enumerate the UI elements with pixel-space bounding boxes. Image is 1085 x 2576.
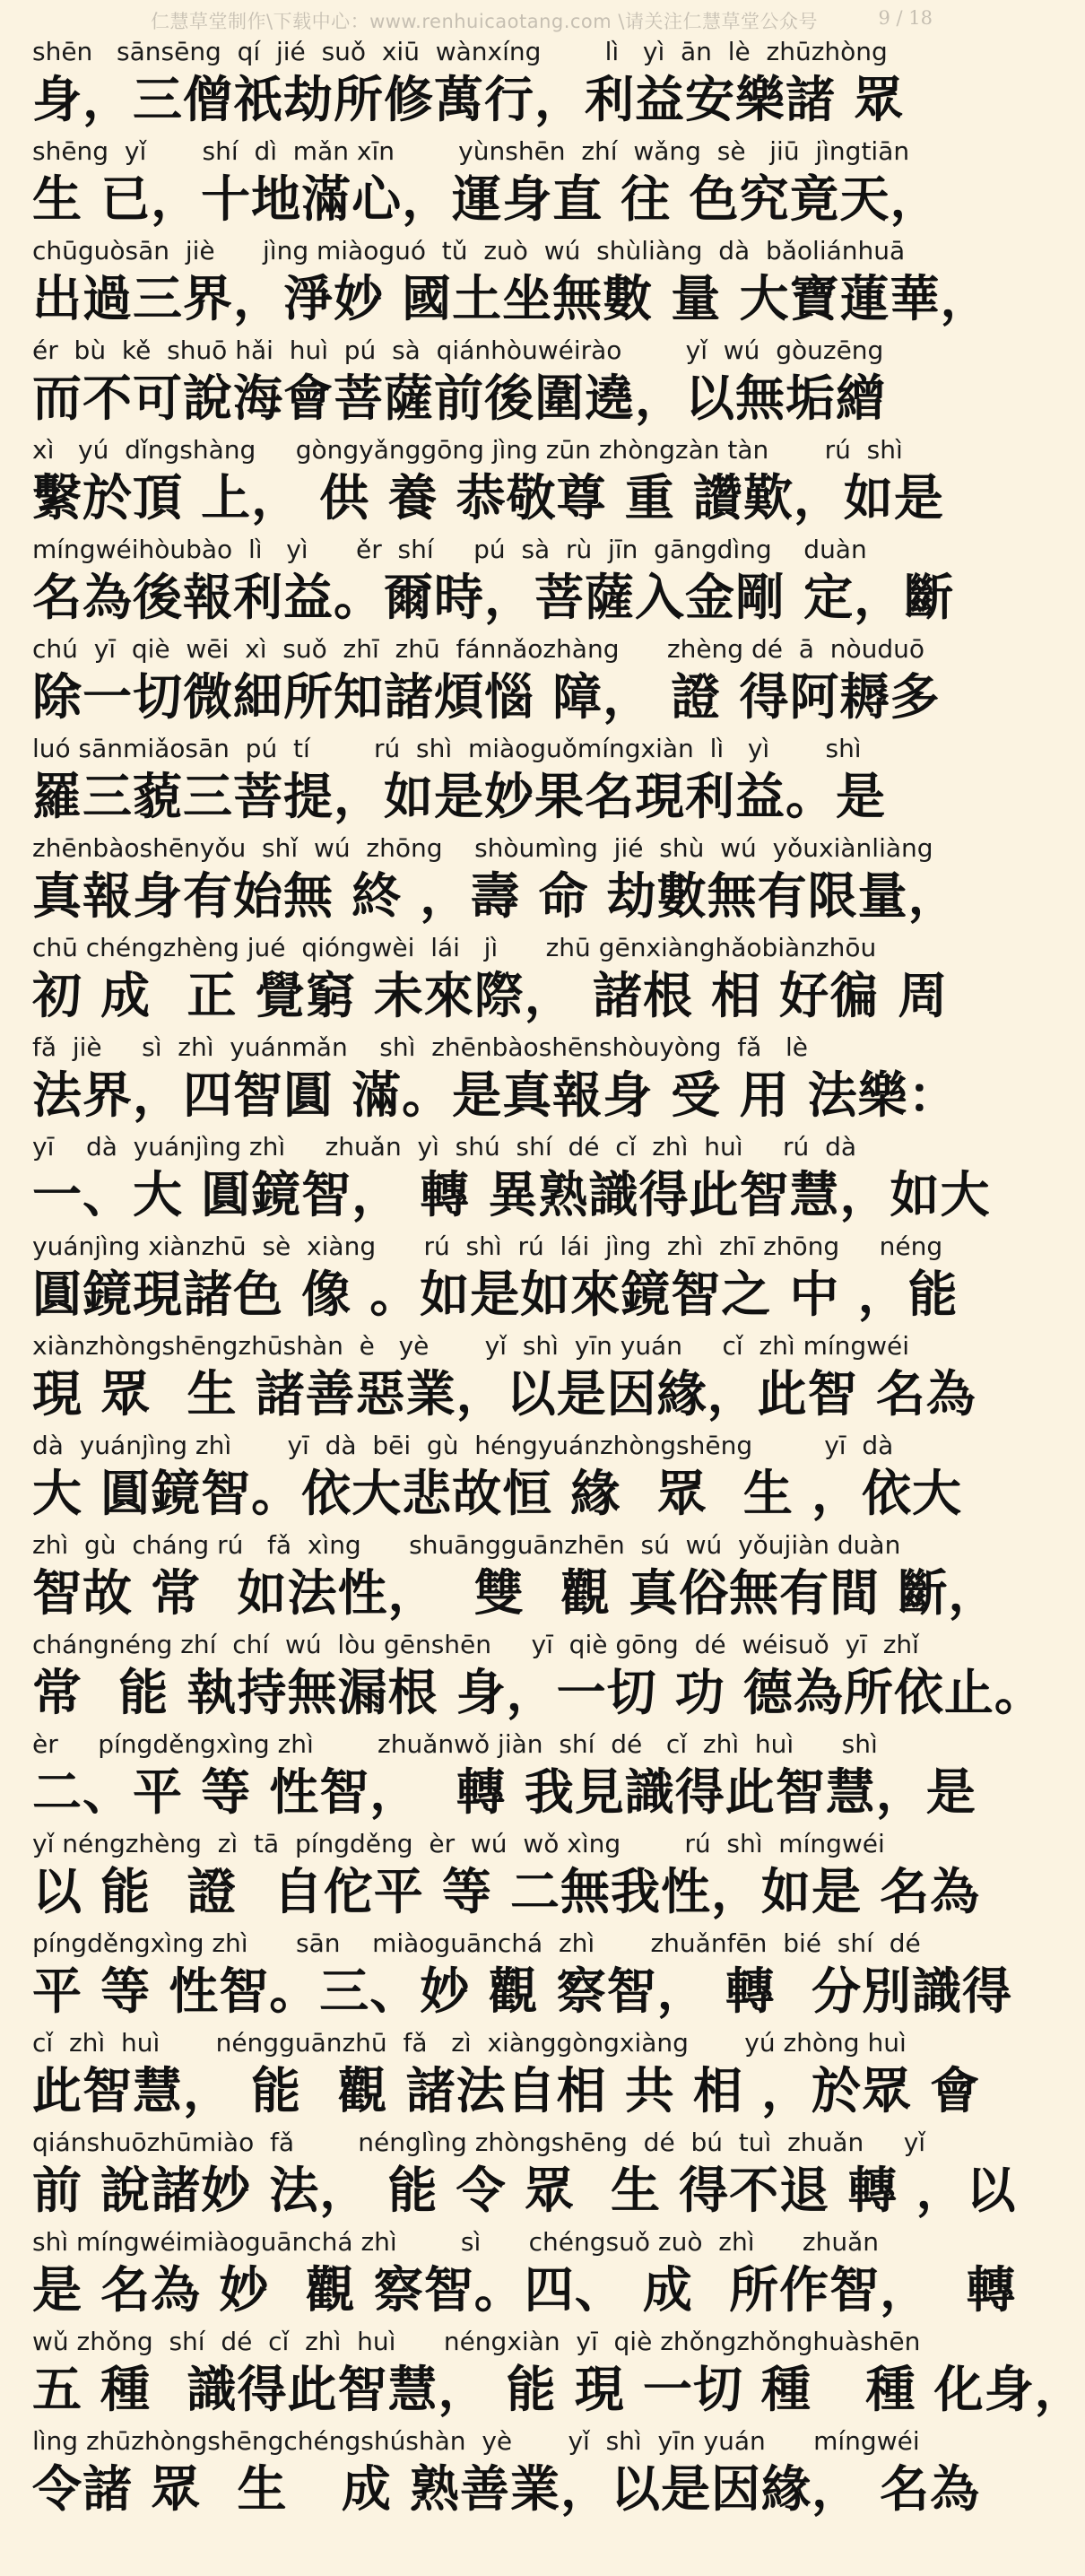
pinyin-line: yǐ néngzhèng zì tā píngděng èr wú wǒ xìng rú shì míngwéi <box>32 1829 885 1858</box>
hanzi-line: 現 眾 生 諸善惡業，以是因緣，此智 名為 <box>32 1365 976 1423</box>
text-line <box>32 1928 1013 2027</box>
text-line <box>32 1629 1045 1728</box>
hanzi-line: 除一切微細所知諸煩惱 障， 證 得阿耨多 <box>32 668 941 726</box>
hanzi-line: 名為後報利益。爾時，菩薩入金剛 定，斷 <box>32 569 955 626</box>
pinyin-line: shēng yǐ shí dì mǎn xīn yùnshēn zhí wǎng sè jiū jìngtiān <box>32 136 910 166</box>
text-line <box>32 2326 1085 2425</box>
text-line <box>32 1828 981 1928</box>
text-line <box>32 932 961 1031</box>
header-source-text: 仁慧草堂制作\下载中心：www.renhuicaotang.com \请关注仁慧草堂公众号 <box>151 11 818 32</box>
text-line <box>32 733 961 832</box>
text-line <box>32 832 961 932</box>
hanzi-line: 圓鏡現諸色 像 。如是如來鏡智之 中 ，能 <box>32 1266 959 1323</box>
pinyin-line: píngděngxìng zhì sān miàoguānchá zhì zhuǎnfēn bié shí dé <box>32 1928 921 1958</box>
pinyin-line: zhēnbàoshēnyǒu shǐ wú zhōng shòumìng jié shù wú yǒuxiànliàng <box>32 833 933 863</box>
hanzi-line: 以 能 證 自佗平 等 二無我性，如是 名為 <box>32 1863 981 1920</box>
hanzi-line: 大 圓鏡智。依大悲故恒 緣 眾 生 ，依大 <box>32 1465 963 1522</box>
pinyin-line: dà yuánjìng zhì yī dà bēi gù héngyuánzhòngshēng yī dà <box>32 1431 894 1460</box>
pinyin-line: xì yú dǐngshàng gòngyǎnggōng jìng zūn zhòngzàn tàn rú shì <box>32 435 903 465</box>
pinyin-line: lìng zhūzhòngshēngchéngshúshàn yè yǐ shì yīn yuán míngwéi <box>32 2426 920 2456</box>
text-line <box>32 2027 981 2127</box>
hanzi-line: 是 名為 妙 觀 察智。四、 成 所作智， 轉 <box>32 2261 1017 2319</box>
pinyin-line: yuánjìng xiànzhū sè xiàng rú shì rú lái jìng zhì zhī zhōng néng <box>32 1231 943 1261</box>
text-line <box>32 1728 976 1828</box>
pinyin-line: chángnéng zhí chí wú lòu gēnshēn yī qiè gōng dé wéisuǒ yī zhǐ <box>32 1630 919 1659</box>
hanzi-line: 前 說諸妙 法， 能 令 眾 生 得不退 轉 ，以 <box>32 2162 1017 2219</box>
hanzi-line: 身，三僧祇劫所修萬行，利益安樂諸 眾 <box>32 71 905 128</box>
hanzi-line: 一、大 圓鏡智， 轉 異熟識得此智慧，如大 <box>32 1166 991 1223</box>
hanzi-line: 羅三藐三菩提，如是妙果名現利益。是 <box>32 768 887 825</box>
pinyin-line: zhì gù cháng rú fǎ xìng shuāngguānzhēn sú wú yǒujiàn duàn <box>32 1530 901 1560</box>
hanzi-line: 生 已，十地滿心，運身直 往 色究竟天， <box>32 170 941 228</box>
text-line <box>32 534 961 633</box>
text-line <box>32 36 961 135</box>
text-line <box>32 235 991 335</box>
text-line <box>32 434 961 534</box>
text-line <box>32 1330 976 1430</box>
pinyin-line: chū chéngzhèng jué qióngwèi lái jì zhū gēnxiànghǎobiànzhōu <box>32 933 877 962</box>
pinyin-line: qiánshuōzhūmiào fǎ nénglìng zhòngshēng dé bú tuì zhuǎn yǐ <box>32 2128 926 2157</box>
hanzi-line: 初 成 正 覺窮 未來際， 諸根 相 好徧 周 <box>32 967 949 1024</box>
hanzi-line: 平 等 性智。三、妙 觀 察智， 轉 分別識得 <box>32 1962 1013 2020</box>
pinyin-line: èr píngděngxìng zhì zhuǎnwǒ jiàn shí dé cǐ zhì huì shì <box>32 1729 878 1759</box>
pinyin-line: fǎ jiè sì zhì yuánmǎn shì zhēnbàoshēnshòuyòng fǎ lè <box>32 1032 808 1062</box>
hanzi-line: 法界，四智圓 滿。是真報身 受 用 法樂： <box>32 1066 959 1124</box>
hanzi-line: 繫於頂 上， 供 養 恭敬尊 重 讚歎，如是 <box>32 469 944 527</box>
pinyin-line: shì míngwéimiàoguānchá zhì sì chéngsuǒ zuò zhì zhuǎn <box>32 2227 880 2257</box>
hanzi-line: 五 種 識得此智慧， 能 現 一切 種 種 化身， <box>32 2361 1085 2418</box>
text-line <box>32 2127 1017 2226</box>
pinyin-line: míngwéihòubào lì yì ěr shí pú sà rù jīn gāngdìng duàn <box>32 535 867 564</box>
pinyin-line: ér bù kě shuō hǎi huì pú sà qiánhòuwéirào yǐ wú gòuzēng <box>32 335 884 365</box>
hanzi-line: 智故 常 如法性， 雙 觀 真俗無有間 斷， <box>32 1564 999 1622</box>
pinyin-line: xiànzhòngshēngzhūshàn è yè yǐ shì yīn yuán cǐ zhì míngwéi <box>32 1331 910 1361</box>
text-line <box>32 1131 991 1231</box>
pinyin-line: chūguòsān jiè jìng miàoguó tǔ zuò wú shùliàng dà bǎoliánhuā <box>32 236 906 265</box>
pinyin-line: wǔ zhǒng shí dé cǐ zhì huì néngxiàn yī qiè zhǒngzhǒnghuàshēn <box>32 2327 921 2356</box>
text-line <box>32 2425 981 2525</box>
text-line <box>32 1529 999 1629</box>
pinyin-line: cǐ zhì huì néngguānzhū fǎ zì xiànggòngxiàng yú zhòng huì <box>32 2028 907 2058</box>
pinyin-line: luó sānmiǎosān pú tí rú shì miàoguǒmíngxiàn lì yì shì <box>32 734 862 763</box>
hanzi-line: 而不可說海會菩薩前後圍遶，以無垢繒 <box>32 370 887 427</box>
text-line <box>32 1031 961 1131</box>
text-line <box>32 633 961 733</box>
text-line <box>32 135 961 235</box>
pinyin-line: chú yī qiè wēi xì suǒ zhī zhū fánnǎozhàng zhèng dé ā nòuduō <box>32 634 924 664</box>
hanzi-line: 令諸 眾 生 成 熟善業，以是因緣， 名為 <box>32 2460 981 2518</box>
hanzi-line: 此智慧， 能 觀 諸法自相 共 相 ，於眾 會 <box>32 2062 981 2119</box>
scripture-text <box>32 36 1085 2525</box>
text-line <box>32 1430 961 1529</box>
page-number: 9 / 18 <box>878 7 933 29</box>
hanzi-line: 常 能 執持無漏根 身，一切 功 德為所依止。 <box>32 1664 1045 1721</box>
pinyin-line: shēn sānsēng qí jié suǒ xiū wànxíng lì yì ān lè zhūzhòng <box>32 37 888 66</box>
text-line <box>32 2226 1017 2326</box>
pinyin-line: yī dà yuánjìng zhì zhuǎn yì shú shí dé cǐ zhì huì rú dà <box>32 1132 857 1162</box>
hanzi-line: 二、平 等 性智， 轉 我見識得此智慧，是 <box>32 1763 976 1821</box>
text-line <box>32 1231 961 1330</box>
text-line <box>32 335 961 434</box>
hanzi-line: 真報身有始無 終 ，壽 命 劫數無有限量， <box>32 867 959 925</box>
hanzi-line: 出過三界，淨妙 國土坐無數 量 大寶蓮華， <box>32 270 991 327</box>
